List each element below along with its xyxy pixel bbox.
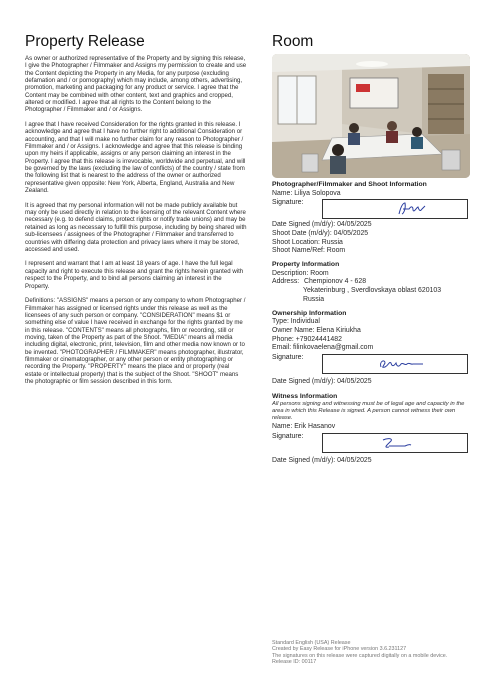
property-description: Description: Room <box>272 269 329 277</box>
photographer-section <box>272 181 470 256</box>
ownership-heading: Ownership Information <box>272 309 347 317</box>
release-paragraph: It is agreed that my personal information will not be made publicly available but may only be used directly in relation to the licensing of the relevant Content where necessary (e.g. to defend claims, protect rights or notify trade unions) and may be retained as long as necessary to fulfill this purpose, including by being shared with sub-licensees / assignees of the Photographer / Filmmaker and transferred to countries with differing data protection and privacy laws where it may be stored, accessed and used. <box>25 201 247 253</box>
release-paragraph: As owner or authorized representative of the Property and by signing this release, I give the Photographer / Filmmaker and Assigns my permission to create and use the Content depicting the Property in any Media, for any purpose (excluding defamation and / or pornography) which may include, among others, advertising, promotion, marketing and packaging for any product or service. I agree that the Content may be combined with other content, text and graphics and cropped, altered or modified. I agree that all rights to the Content belong to the Photographer / Filmmaker and / or Assigns. <box>25 55 247 114</box>
witness-signature <box>323 434 467 452</box>
footer-line: Created by Easy Release for iPhone version 3.6.231127 <box>272 646 407 653</box>
footer-line: Standard English (USA) Release <box>272 640 351 646</box>
signature-label: Signature: <box>272 199 304 207</box>
room-photo-image <box>272 54 470 178</box>
shoot-location: Shoot Location: Russia <box>272 238 343 246</box>
witness-section <box>272 393 470 466</box>
photographer-heading: Photographer/Filmmaker and Shoot Information <box>272 181 427 188</box>
signature-label: Signature: <box>272 432 304 440</box>
release-paragraph: Definitions: "ASSIGNS" means a person or any company to whom Photographer / Filmmaker has assigned or licensed rights under this release as well as the licensees of any such person or company. "CONSIDERATION" means $1 or something else of value I have received in exchange for the rights granted by me in this release. "CONTENTS" means all photographs, film or recording, still or moving, taken of the Property as part of the Shoot. "MEDIA" means all media including digital, electronic, print, television, film and other media now known or to be invented. "PHOTOGRAPHER / FILMMAKER" means photographer, illustrator, filmmaker or cinematographer, or any other person or entity photographing or recording the Property. "PROPERTY" means the place and or property (real estate or intellectual property) that is the subject of the Shoot. "SHOOT" means the photographic or film session described in this form. <box>25 297 246 385</box>
release-paragraph: I represent and warrant that I am at least 18 years of age. I have the full legal capacity and right to execute this release and grant the rights herein granted with respect to the Property, and to bind all persons claiming an interest in the Property. <box>25 260 244 290</box>
shoot-title: Room <box>272 33 314 50</box>
witness-date-signed: Date Signed (m/d/y): 04/05/2025 <box>272 456 372 464</box>
details-column <box>272 33 470 466</box>
shoot-name: Shoot Name/Ref: Room <box>272 247 346 255</box>
owner-signature-row <box>272 354 470 374</box>
footer-line: Release ID: 00117 <box>272 658 317 665</box>
address-label: Address: <box>272 278 300 286</box>
property-section <box>272 261 470 304</box>
photographer-signature-row <box>272 199 470 219</box>
photographer-signature <box>323 200 467 218</box>
release-title: Property Release <box>25 33 145 50</box>
witness-name: Name: Erik Hasanov <box>272 423 336 431</box>
address-line: Russia <box>303 295 325 303</box>
ownership-type: Type: Individual <box>272 318 320 326</box>
ownership-section <box>272 310 470 387</box>
photographer-name: Name: Liliya Solopova <box>272 189 341 197</box>
witness-note: All persons signing and witnessing must be of legal age and capacity in the area in which this Release is signed. A person cannot witness their own release. <box>272 401 465 422</box>
release-paragraph: I agree that I have received Consideration for the rights granted in this release. I acknowledge and agree that I have no further right to additional Consideration or accounting, and that I will make no further claim for any reason to Photographer / Filmmaker and / or Assigns. I acknowledge and agree that this release is binding upon my heirs if applicable, assigns or any person claiming an interest in the Property. I agree that this release is irrevocable, worldwide and perpetual, and will be governed by the laws (excluding the law of conflicts) of the country / state from the following list that is nearest to the address of the owner or authorized representative given opposite: New York, Alberta, England, Australia and New Zealand. <box>25 121 246 195</box>
release-text-column <box>25 33 247 393</box>
signature-label: Signature: <box>272 353 304 361</box>
witness-heading: Witness Information <box>272 392 338 400</box>
witness-signature-row <box>272 433 470 453</box>
address-line: Yekaterinburg , Sverdlovskaya oblast 620103 <box>303 287 442 295</box>
owner-phone: Phone: +79024441482 <box>272 335 342 343</box>
property-heading: Property Information <box>272 261 340 269</box>
shoot-date: Shoot Date (m/d/y): 04/05/2025 <box>272 230 369 237</box>
room-photo <box>272 54 470 178</box>
footer-line: The signatures on this release were captured digitally on a mobile device. <box>272 652 448 659</box>
property-address <box>272 278 470 287</box>
owner-signature-box <box>322 354 468 374</box>
owner-date-signed: Date Signed (m/d/y): 04/05/2025 <box>272 377 372 385</box>
owner-signature <box>323 355 467 373</box>
owner-email: Email: filinkovaelena@gmail.com <box>272 344 374 352</box>
photographer-date-signed: Date Signed (m/d/y): 04/05/2025 <box>272 221 372 229</box>
release-footer <box>272 640 472 665</box>
address-line: Chempionov 4 - 628 <box>304 278 367 286</box>
owner-name: Owner Name: Elena Kiriukha <box>272 326 361 334</box>
witness-signature-box <box>322 433 468 453</box>
photographer-signature-box <box>322 199 468 219</box>
